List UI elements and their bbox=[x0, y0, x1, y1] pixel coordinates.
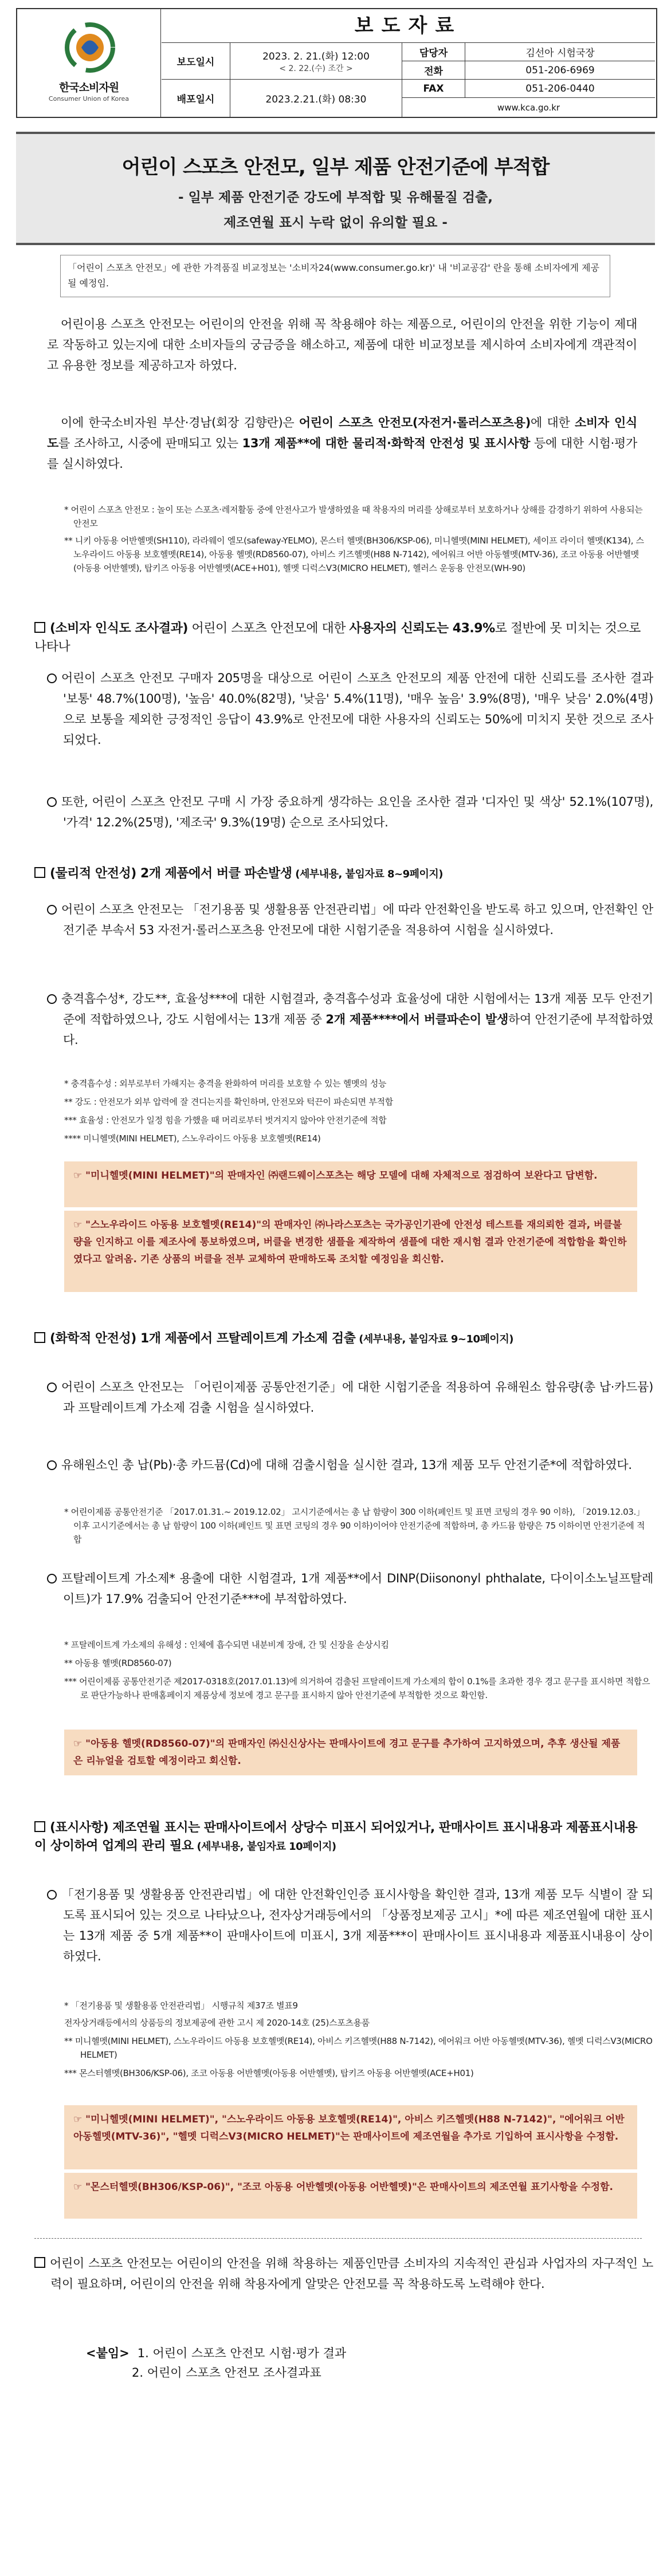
release-label: 보도일시 bbox=[162, 43, 230, 80]
section-divider bbox=[34, 2238, 642, 2239]
checkbox-bullet-icon bbox=[34, 622, 45, 633]
fax-value: 051-206-0440 bbox=[465, 80, 655, 98]
s4-footnote-3: *** 몬스터헬멧(BH306/KSP-06), 조코 아동용 어반헬멧(아동용 어반헬멧), 탑키즈 아동용 어반헬멧(ACE+H01) bbox=[64, 2068, 474, 2078]
s2-heading-text: (물리적 안전성) 2개 제품에서 버클 파손발생 bbox=[50, 866, 292, 881]
section-2-paragraph-1 bbox=[47, 899, 653, 940]
s2-p2-part-a: 충격흡수성*, 강도**, 효율성***에 대한 시험결과, 충격흡수성과 효율성에 대한 시험에서는 13개 제품 모두 안전기준에 적합하였으나, 강도 시험에서는 13개 제품 중 bbox=[61, 992, 653, 1026]
org-logo-block bbox=[17, 9, 161, 117]
s1-heading-rest: 어린이 스포츠 안전모에 대한 bbox=[187, 621, 350, 636]
intro-p2-part-c: 에 대한 bbox=[531, 416, 575, 430]
section-3-heading bbox=[34, 1330, 642, 1349]
intro-paragraph-1: 어린이용 스포츠 안전모는 어린이의 안전을 위해 꼭 착용해야 하는 제품으로, 어린이의 안전을 위한 기능이 제대로 작동하고 있는지에 대한 소비자들의 궁금증을 해소하고, 제품에 대한 비교정보를 제시하여 소비자에게 객관적이고 유용한 정보를 제공하고자 하였다. bbox=[47, 317, 637, 372]
release-value-cell bbox=[230, 43, 402, 80]
s3-p2-text: 유해원소인 총 납(Pb)·총 카드뮴(Cd)에 대해 검출시험을 실시한 결과, 13개 제품 모두 안전기준*에 적합하였다. bbox=[61, 1458, 632, 1472]
org-name: 한국소비자원 bbox=[58, 81, 119, 94]
s1-heading-trust: 사용자의 신뢰도는 43.9% bbox=[349, 621, 495, 636]
section-1-paragraph-1 bbox=[47, 668, 653, 750]
subheadline-1: - 일부 제품 안전기준 강도에 부적합 및 유해물질 검출, bbox=[178, 190, 493, 205]
s3-footnote-4: *** 어린이제품 공통안전기준 제2017-0318호(2017.01.13)에 의거하여 검출된 프탈레이트계 가소제의 합이 0.1%를 초과한 경우 경고 문구를 표시하면 적합으로 판단가능하나 판매홈페이지 제품상세 정보에 경고 문구를 표시하지 않아 안전기준에 부적합한 것으로 확인함. bbox=[64, 1676, 650, 1700]
intro-footnote-2: ** 니키 아동용 어반헬멧(SH110), 라라웨이 엘모(safeway-YELMO), 몬스터 헬멧(BH306/KSP-06), 미니헬멧(MINI HELMET), 세이프 라이더 헬멧(K134), 스노우라이드 아동용 보호헬멧(RE14), 아동용 헬멧(RD8560-07), 아비스 키즈헬멧(H88 N-7142), 에어워크 어반 아동헬멧(MTV-36), 조코 아동용 어반헬멧(아동용 어반헬멧), 탑키즈 아동용 어반헬멧(ACE+H01), 헬멧 디럭스V3(MICRO HELMET), 헬러스 운동용 안전모(WH-90) bbox=[64, 535, 644, 573]
s4-response-1: ☞ "미니헬멧(MINI HELMET)", "스노우라이드 아동용 보호헬멧(RE14)", 아비스 키즈헬멧(H88 N-7142)", "에어워크 어반 아동헬멧(MTV-36)", "헬멧 디럭스V3(MICRO HELMET)"는 판매사이트에 제조연월을 추가로 기입하여 표시사항을 수정함. bbox=[64, 2105, 637, 2169]
s4-footnote-1: * 「전기용품 및 생활용품 안전관리법」 시행규칙 제37조 별표9 bbox=[64, 2000, 298, 2011]
closing-text: 어린이 스포츠 안전모는 어린이의 안전을 위해 착용하는 제품인만큼 소비자의 지속적인 관심과 사업자의 자구적인 노력이 필요하며, 어린이의 안전을 위해 착용자에게 알맞은 안전모를 꼭 착용하도록 노력해야 한다. bbox=[50, 2256, 653, 2291]
circle-bullet-icon bbox=[47, 994, 57, 1004]
intro-footnote-1: * 어린이 스포츠 안전모 : 놀이 또는 스포츠·레저활동 중에 안전사고가 발생하였을 때 착용자의 머리를 상해로부터 보호하거나 상해를 감경하기 위하여 사용되는 안전모 bbox=[64, 505, 643, 529]
s2-response-2: ☞ "스노우라이드 아동용 보호헬멧(RE14)"의 판매자인 ㈜나라스포츠는 국가공인기관에 안전성 테스트를 재의뢰한 결과, 버클불량을 인지하고 이를 제조사에 통보하였으며, 버클을 변경한 샘플을 제작하여 샘플에 대한 재시험 결과 안전기준에 적합함을 확인하였다고 알려옴. 기존 상품의 버클을 전부 교체하여 판매하도록 조치할 예정임을 회신함. bbox=[64, 1211, 637, 1292]
release-note: < 2. 22.(수) 조간 > bbox=[279, 64, 353, 73]
circle-bullet-icon bbox=[47, 1890, 57, 1900]
kca-logo-icon bbox=[64, 22, 116, 73]
attachment-item-2[interactable]: 2. 어린이 스포츠 안전모 조사결과표 bbox=[132, 2366, 321, 2380]
circle-bullet-icon bbox=[47, 1460, 57, 1470]
circle-bullet-icon bbox=[47, 673, 57, 683]
s3-response-1: ☞ "아동용 헬멧(RD8560-07)"의 판매자인 ㈜신신상사는 판매사이트에 경고 문구를 추가하여 고지하였으며, 추후 생산될 제품은 리뉴얼을 검토할 예정이라고 회신함. bbox=[64, 1730, 637, 1775]
s1-heading-tag: (소비자 인식도 조사결과) bbox=[50, 621, 188, 636]
section-3-paragraph-2 bbox=[47, 1455, 653, 1475]
s1-p2-text: 또한, 어린이 스포츠 안전모 구매 시 가장 중요하게 생각하는 요인을 조사한 결과 '디자인 및 색상' 52.1%(107명), '가격' 12.2%(25명), '제조국' 9.3%(19명) 순으로 조사되었다. bbox=[61, 795, 653, 829]
s1-heading-end: 로 절반에 못 미치는 것으로 나타나 bbox=[34, 621, 641, 654]
circle-bullet-icon bbox=[47, 905, 57, 915]
s2-p2-buckle: 2개 제품****에서 버클파손이 발생 bbox=[325, 1013, 508, 1026]
comparison-info-notice: 「어린이 스포츠 안전모」에 관한 가격품질 비교정보는 '소비자24(www.consumer.go.kr)' 내 '비교공감' 란을 통해 소비자에게 제공될 예정임. bbox=[60, 255, 610, 297]
intro-p2-part-g: 등에 대한 시험·평가를 실시하였다. bbox=[47, 436, 638, 471]
s4-footnote-2: ** 미니헬멧(MINI HELMET), 스노우라이드 아동용 보호헬멧(RE14), 아비스 키즈헬멧(H88 N-7142), 에어워크 어반 아동헬멧(MTV-36), 헬멧 디럭스V3(MICRO HELMET) bbox=[64, 2036, 653, 2060]
checkbox-bullet-icon bbox=[34, 867, 45, 878]
s3-heading-ref: (세부내용, 붙임자료 9~10페이지) bbox=[355, 1333, 513, 1345]
headline-box bbox=[16, 132, 655, 245]
s2-footnote-4: **** 미니헬멧(MINI HELMET), 스노우라이드 아동용 보호헬멧(RE14) bbox=[64, 1133, 321, 1144]
circle-bullet-icon bbox=[47, 1574, 57, 1584]
section-3-paragraph-3 bbox=[47, 1568, 653, 1609]
s4-footnote-1b: 전자상거래등에서의 상품등의 정보제공에 관한 고시 제 2020-14호 (25)스포츠용품 bbox=[64, 2018, 370, 2028]
section-1-heading bbox=[34, 620, 642, 656]
s2-p1-text: 어린이 스포츠 안전모는 「전기용품 및 생활용품 안전관리법」에 따라 안전확인을 받도록 하고 있으며, 안전확인 안전기준 부속서 53 자전거·롤러스포츠용 안전모에 대한 시험기준을 적용하여 시험을 실시하였다. bbox=[61, 903, 653, 937]
fax-label: FAX bbox=[402, 80, 465, 98]
s3-footnote-1: * 어린이제품 공통안전기준 「2017.01.31.~ 2019.12.02」 고시기준에서는 총 납 함량이 300 이하(페인트 및 표면 코팅의 경우 90 이하), 「2019.12.03.」 이후 고시기준에서는 총 납 함량이 100 이하(페인트 및 표면 코팅의 경우 90 이하)이어야 안전기준에 적합하며, 총 카드뮴 함량은 75 이하이면 안전기준에 적합 bbox=[64, 1507, 645, 1545]
attachment-row-1 bbox=[86, 2343, 346, 2363]
contact-value: 김선아 시험국장 bbox=[465, 43, 655, 61]
attachments-list bbox=[86, 2343, 346, 2382]
section-4-heading bbox=[34, 1819, 642, 1856]
s2-footnote-2: ** 강도 : 안전모가 외부 압력에 잘 견디는지를 확인하며, 안전모와 턱끈이 파손되면 부적합 bbox=[64, 1097, 393, 1107]
phone-label: 전화 bbox=[402, 61, 465, 80]
s3-footnote-2: * 프탈레이트계 가소제의 유해성 : 인체에 흡수되면 내분비계 장애, 간 및 신장을 손상시킴 bbox=[64, 1640, 389, 1650]
section-1-paragraph-2 bbox=[47, 791, 653, 833]
section-2-paragraph-2 bbox=[47, 988, 653, 1050]
s2-footnote-3: *** 효율성 : 안전모가 일정 힘을 가했을 때 머리로부터 벗겨지지 않아야 안전기준에 적합 bbox=[64, 1115, 387, 1125]
contact-label: 담당자 bbox=[402, 43, 465, 61]
doc-type-title: 보도자료 bbox=[162, 9, 655, 43]
intro-p2-tested: 13개 제품**에 대한 물리적·화학적 안전성 및 표시사항 bbox=[242, 436, 531, 450]
site-url[interactable]: www.kca.go.kr bbox=[497, 102, 560, 113]
attachment-row-2 bbox=[86, 2363, 346, 2382]
intro-p2-part-a: 이에 한국소비자원 부산·경남(회장 김향란)은 bbox=[61, 416, 299, 430]
intro-p2-part-e: 를 조사하고, 시중에 판매되고 있는 bbox=[58, 436, 242, 450]
s2-response-1: ☞ "미니헬멧(MINI HELMET)"의 판매자인 ㈜랜드웨이스포츠는 해당 모델에 대해 자체적으로 점검하여 보완다고 답변함. bbox=[64, 1161, 637, 1207]
s4-heading-ref: (세부내용, 붙임자료 10페이지) bbox=[193, 1841, 336, 1853]
dist-value: 2023.2.21.(화) 08:30 bbox=[230, 80, 402, 117]
circle-bullet-icon bbox=[47, 797, 57, 807]
subheadline-2: 제조연월 표시 누락 없이 유의할 필요 - bbox=[223, 215, 448, 230]
phone-value: 051-206-6969 bbox=[465, 61, 655, 80]
intro-p2-awareness: 소비자 인식도 bbox=[47, 416, 637, 450]
attachment-item-1[interactable]: 1. 어린이 스포츠 안전모 시험·평가 결과 bbox=[137, 2346, 347, 2360]
org-name-en: Consumer Union of Korea bbox=[48, 95, 130, 103]
press-header bbox=[16, 8, 657, 118]
section-2-heading bbox=[34, 865, 642, 884]
s3-p3-text: 프탈레이트계 가소제* 용출에 대한 시험결과, 1개 제품**에서 DINP(Diisononyl phthalate, 다이이소노닐프탈레이트)가 17.9% 검출되어 안전기준***에 부적합하였다. bbox=[61, 1571, 653, 1606]
s3-p1-text: 어린이 스포츠 안전모는 「어린이제품 공통안전기준」에 대한 시험기준을 적용하여 유해원소 함유량(총 납·카드뮴)과 프탈레이트계 가소제 검출 시험을 실시하였다. bbox=[61, 1380, 653, 1415]
checkbox-bullet-icon bbox=[34, 1821, 45, 1832]
intro-p2-product: 어린이 스포츠 안전모(자전거·롤러스포츠용) bbox=[299, 416, 531, 430]
s3-footnote-3: ** 아동용 헬멧(RD8560-07) bbox=[64, 1658, 172, 1668]
s2-p2-part-c: 하여 안전기준에 부적합하였다. bbox=[63, 1013, 654, 1047]
dist-label: 배포일시 bbox=[162, 80, 230, 117]
checkbox-bullet-icon bbox=[34, 2257, 45, 2268]
s4-response-2: ☞ "몬스터헬멧(BH306/KSP-06)", "조코 아동용 어반헬멧(아동용 어반헬멧)"은 판매사이트의 제조연월 표기사항을 수정함. bbox=[64, 2173, 637, 2219]
closing-paragraph bbox=[34, 2253, 653, 2294]
release-value: 2023. 2. 21.(화) 12:00 bbox=[262, 51, 370, 62]
s2-heading-ref: (세부내용, 붙임자료 8~9페이지) bbox=[292, 868, 443, 880]
checkbox-bullet-icon bbox=[34, 1332, 45, 1343]
s4-heading-text: (표시사항) 제조연월 표시는 판매사이트에서 상당수 미표시 되어있거나, 판매사이트 표시내용과 제품표시내용이 상이하여 업계의 관리 필요 bbox=[34, 1821, 638, 1853]
s4-p1-text: 「전기용품 및 생활용품 안전관리법」에 대한 안전확인인증 표시사항을 확인한 결과, 13개 제품 모두 식별이 잘 되도록 표시되어 있는 것으로 나타났으나, 전자상거래등에서의 「상품정보제공 고시」*에 따른 제조연월에 대한 표시는 13개 제품 중 5개 제품**이 판매사이트에 미표시, 3개 제품***이 판매사이트 표시내용과 제품표시내용이 상이하였다. bbox=[61, 1888, 653, 1963]
release-info-grid bbox=[162, 43, 655, 117]
s2-footnote-1: * 충격흡수성 : 외부로부터 가해지는 충격을 완화하여 머리를 보호할 수 있는 헬멧의 성능 bbox=[64, 1078, 387, 1089]
section-3-paragraph-1 bbox=[47, 1377, 653, 1418]
attachments-label: <붙임> bbox=[86, 2346, 130, 2360]
s3-heading-text: (화학적 안전성) 1개 제품에서 프탈레이트계 가소제 검출 bbox=[50, 1332, 356, 1346]
headline: 어린이 스포츠 안전모, 일부 제품 안전기준에 부적합 bbox=[121, 156, 550, 179]
intro-paragraph-2 bbox=[47, 412, 637, 474]
section-4-paragraph-1 bbox=[47, 1884, 653, 1967]
s1-p1-text: 어린이 스포츠 안전모 구매자 205명을 대상으로 어린이 스포츠 안전모의 제품 안전에 대한 신뢰도를 조사한 결과 '보통' 48.7%(100명), '높음' 40.0%(82명), '낮음' 5.4%(11명), '매우 높음' 3.9%(8명), '매우 낮음' 2.0%(4명)으로 보통을 제외한 긍정적인 응답이 43.9%로 안전모에 대한 사용자의 신뢰도는 50%에 미치지 못한 것으로 조사되었다. bbox=[61, 671, 653, 747]
circle-bullet-icon bbox=[47, 1382, 57, 1392]
